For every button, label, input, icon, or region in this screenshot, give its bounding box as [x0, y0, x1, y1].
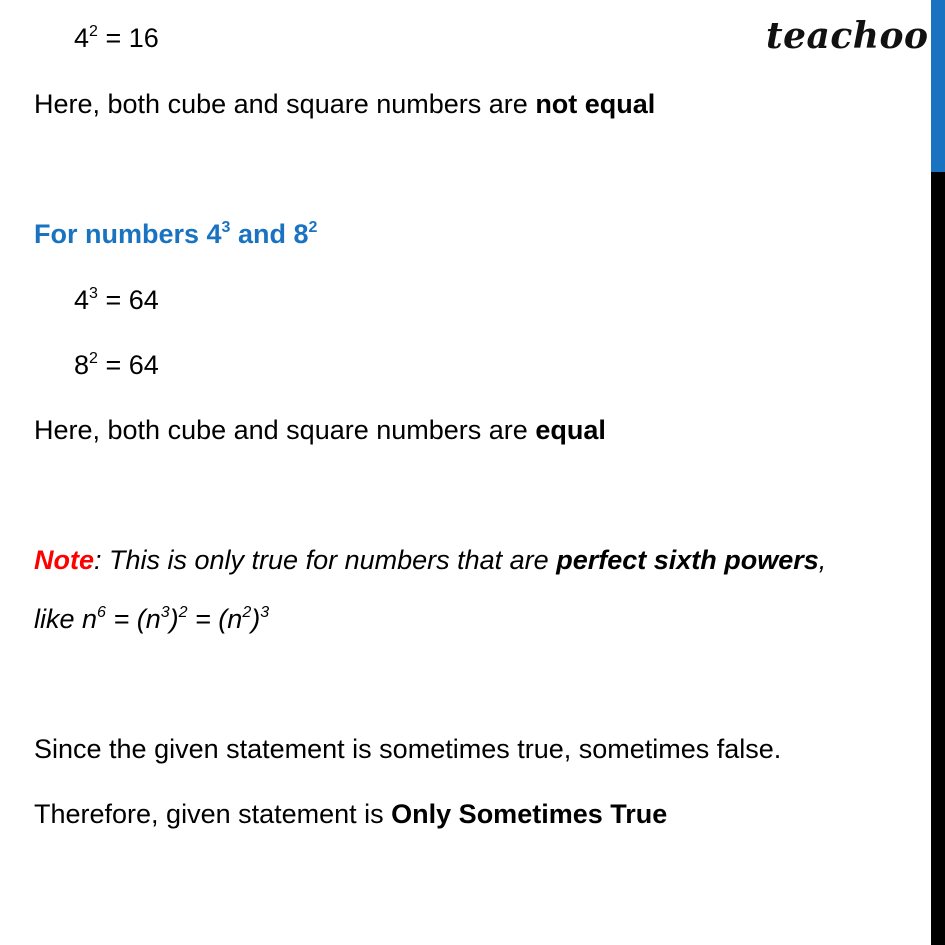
- equation-8-squared: $8^2 = 64$: [74, 350, 159, 380]
- conclusion-equal: Here, both cube and square numbers are equal: [34, 415, 606, 445]
- final-answer: Therefore, given statement is Only Sometimes True: [34, 799, 668, 829]
- statement-observation: Since the given statement is sometimes true, sometimes false.: [34, 734, 782, 764]
- scrollbar-thumb[interactable]: [931, 0, 945, 172]
- teachoo-logo: teachoo: [766, 15, 929, 57]
- section-heading: For numbers $4^3$ and $8^2$: [34, 219, 318, 249]
- sixth-power-formula: like $n^6 = (n^3)^2 = (n^2)^3$: [34, 604, 270, 634]
- note-label: Note: [34, 545, 94, 575]
- equation-4-cubed: $4^3 = 64$: [74, 285, 159, 315]
- equation-4-squared: $4^2 = 16$: [74, 23, 159, 53]
- conclusion-not-equal: Here, both cube and square numbers are not equal: [34, 89, 656, 119]
- note-line: Note: This is only true for numbers that are perfect sixth powers,: [34, 545, 827, 575]
